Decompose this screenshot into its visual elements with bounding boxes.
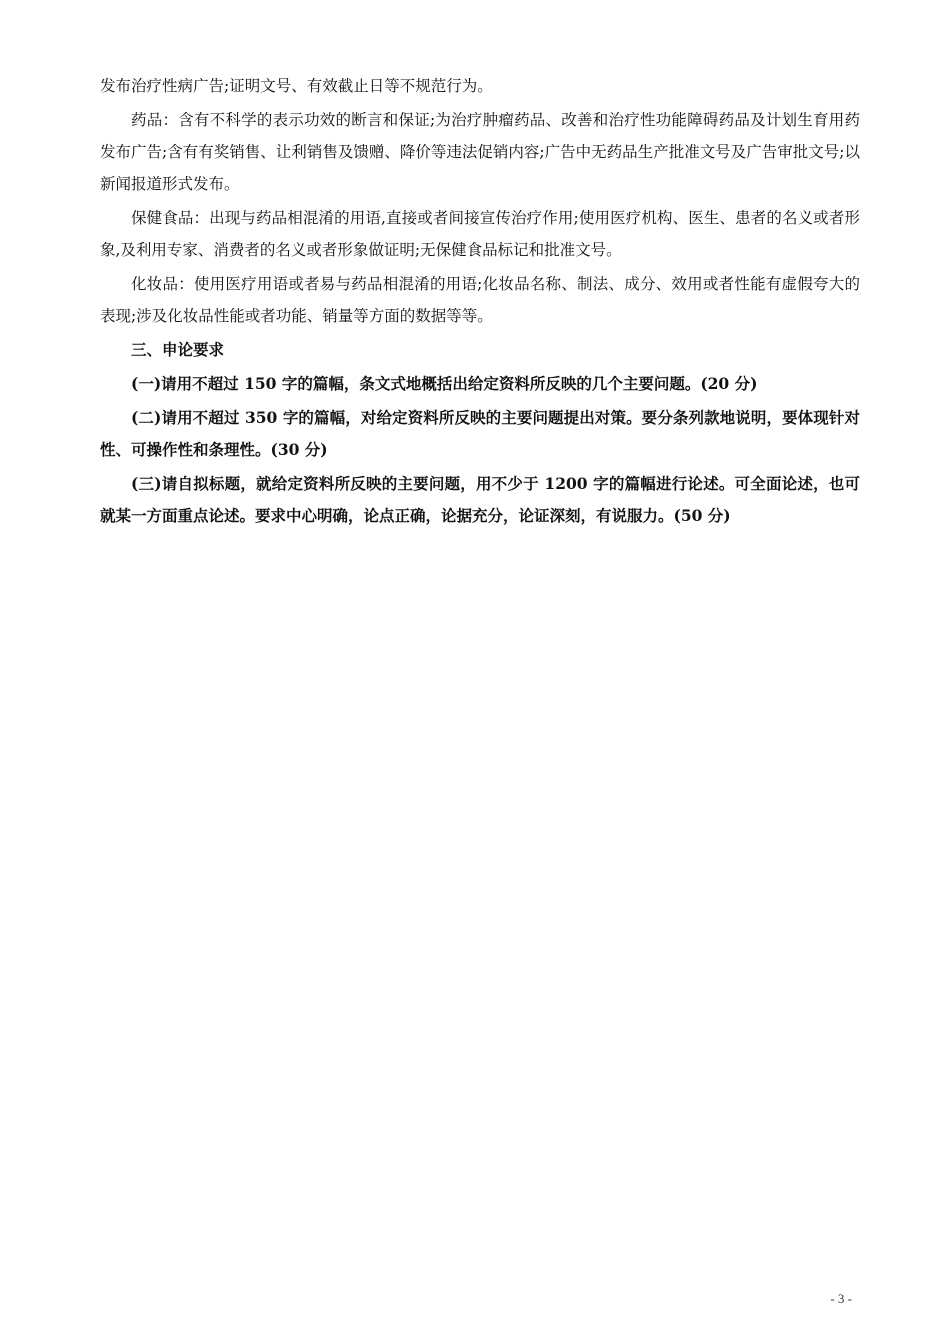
document-body [100, 70, 860, 534]
section-heading: 三、申论要求 [131, 340, 225, 359]
paragraph-continuation: 发布治疗性病广告;证明文号、有效截止日等不规范行为。 [100, 77, 493, 95]
paragraph-drugs: 药品：含有不科学的表示功效的断言和保证;为治疗肿瘤药品、改善和治疗性功能障碍药品及计划生育用药发布广告;含有有奖销售、让利销售及馈赠、降价等违法促销内容;广告中无药品生产批准文号及广告审批文号;以新闻报道形式发布。 [100, 111, 860, 193]
paragraph-health-food: 保健食品：出现与药品相混淆的用语,直接或者间接宣传治疗作用;使用医疗机构、医生、患者的名义或者形象,及利用专家、消费者的名义或者形象做证明;无保健食品标记和批准文号。 [100, 209, 860, 259]
page-number: - 3 - [830, 1291, 852, 1306]
question-1: (一)请用不超过 150 字的篇幅，条文式地概括出给定资料所反映的几个主要问题。(20 分) [131, 374, 758, 393]
question-2: (二)请用不超过 350 字的篇幅，对给定资料所反映的主要问题提出对策。要分条列款地说明，要体现针对性、可操作性和条理性。(30 分) [100, 408, 860, 459]
paragraph-cosmetics: 化妆品：使用医疗用语或者易与药品相混淆的用语;化妆品名称、制法、成分、效用或者性能有虚假夸大的表现;涉及化妆品性能或者功能、销量等方面的数据等等。 [100, 275, 860, 325]
question-3: (三)请自拟标题，就给定资料所反映的主要问题，用不少于 1200 字的篇幅进行论述。可全面论述，也可就某一方面重点论述。要求中心明确，论点正确，论据充分，论证深刻，有说服力。(50 分) [100, 474, 860, 525]
